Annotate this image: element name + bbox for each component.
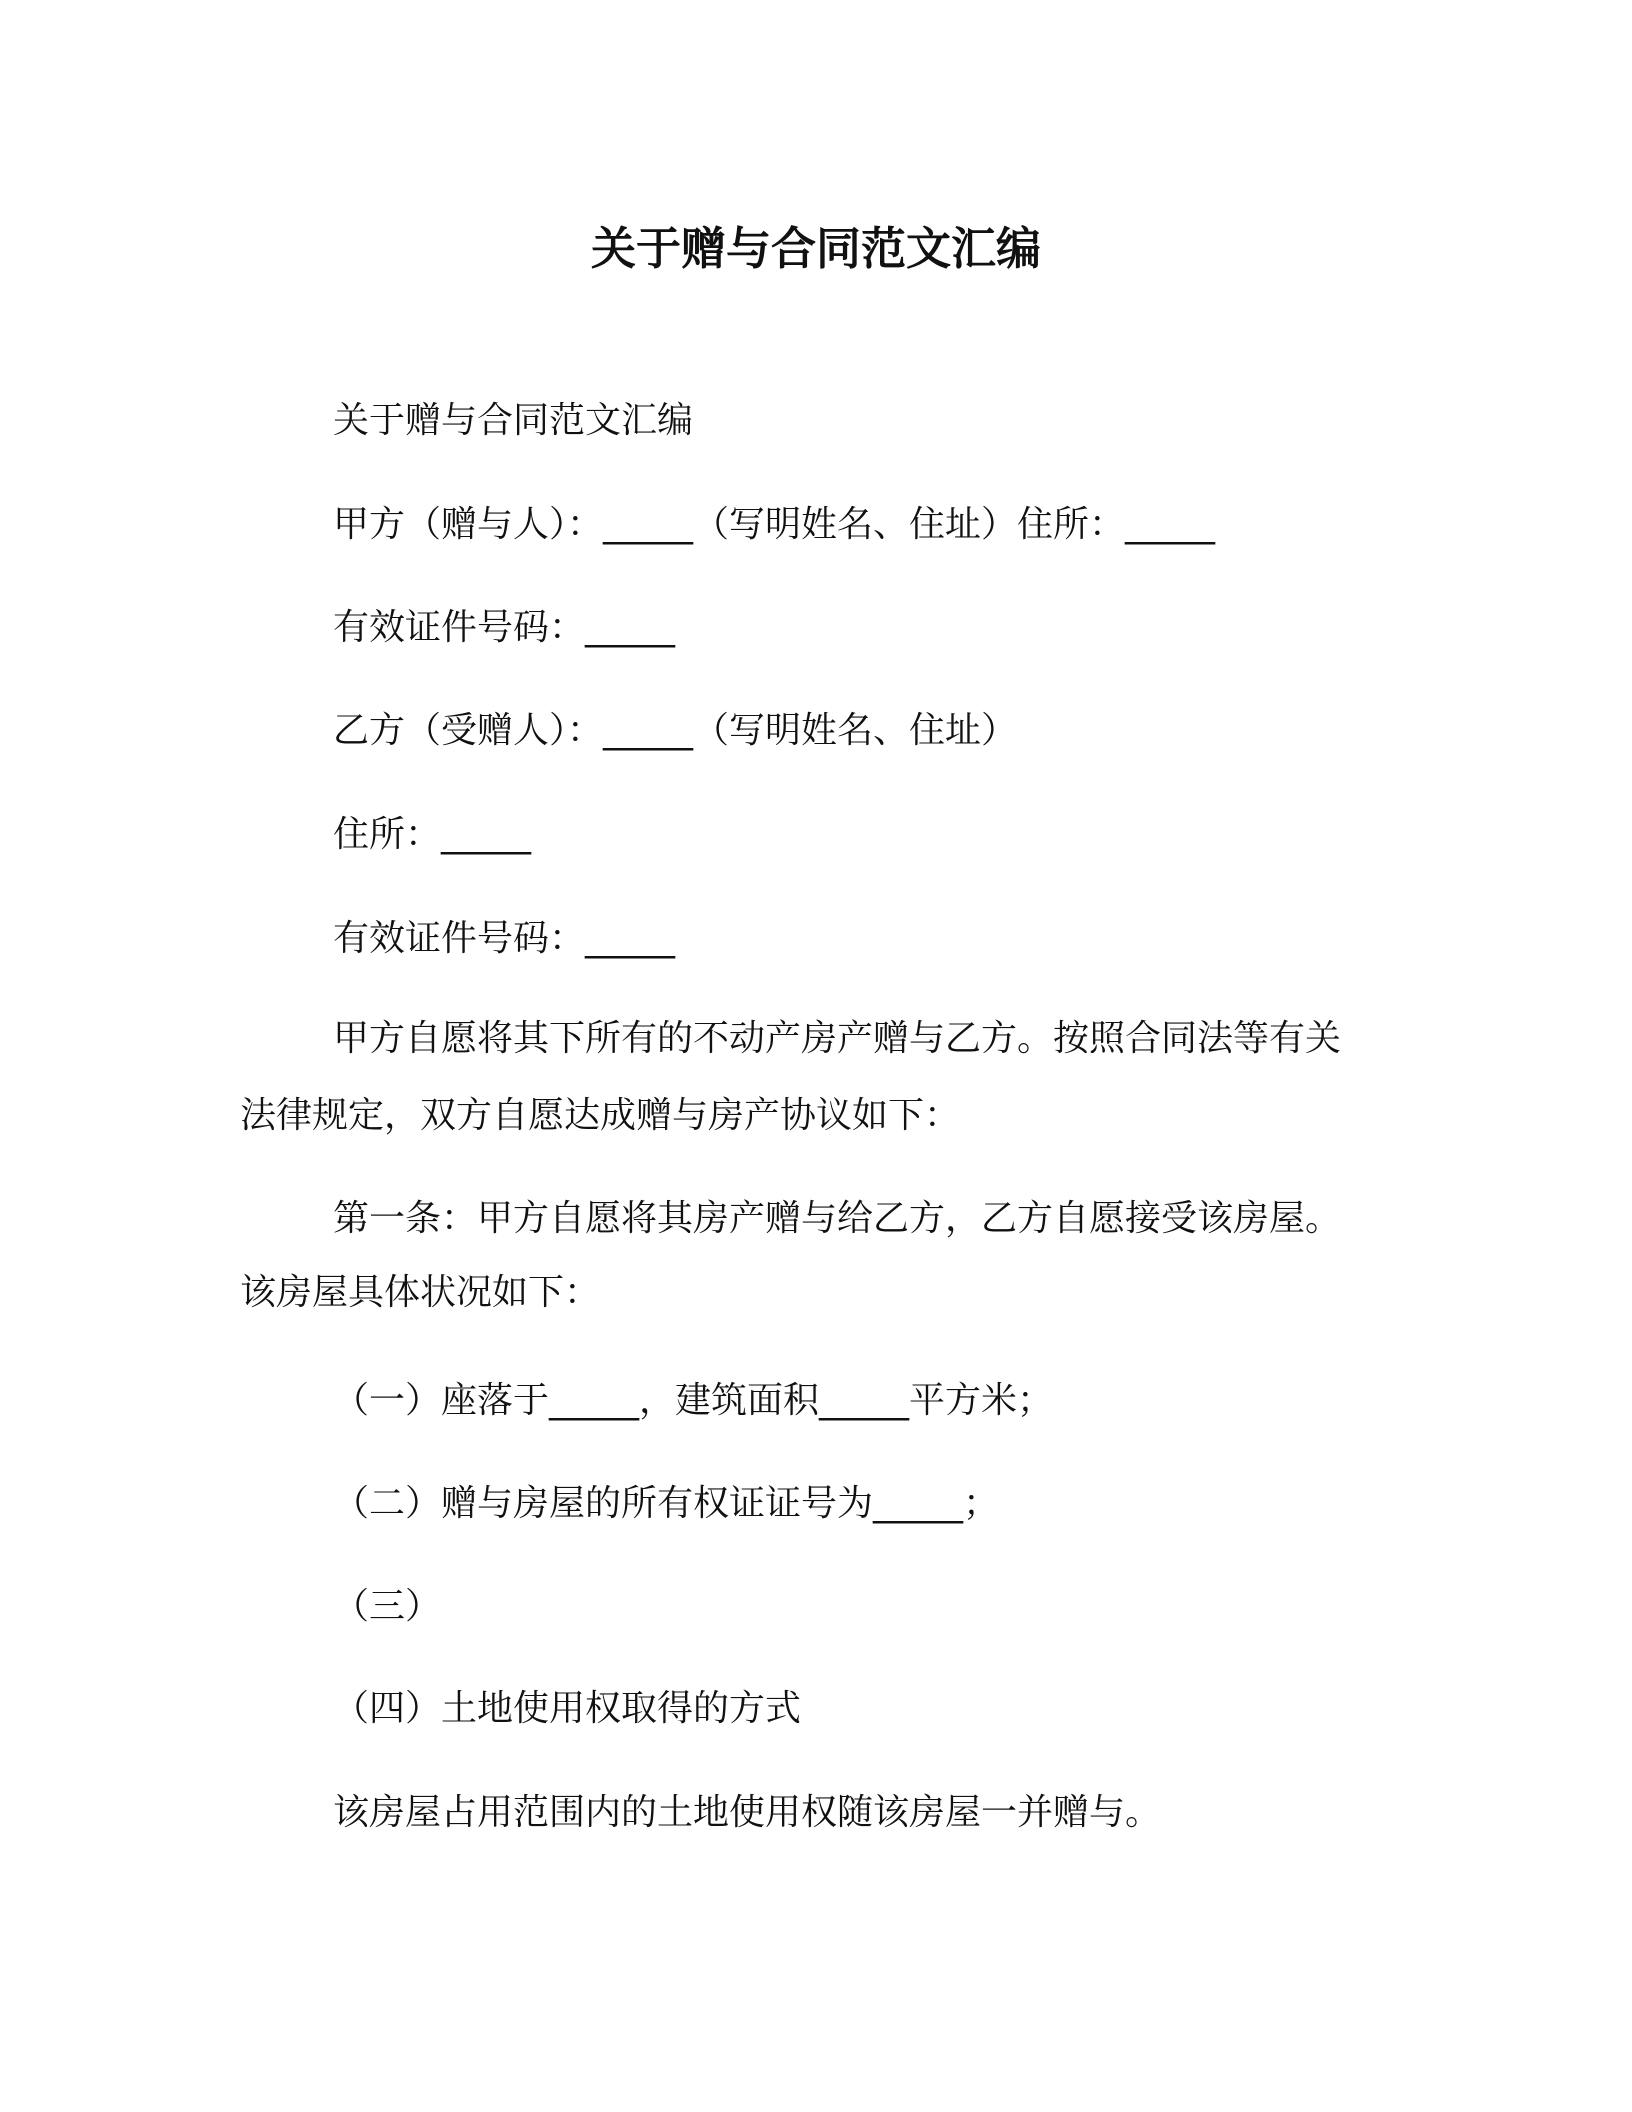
- article-1-line-2: 该房屋具体状况如下：: [240, 1272, 601, 1313]
- article-1-line-1: 第一条：甲方自愿将其房产赠与给乙方，乙方自愿接受该房屋。: [333, 1198, 1342, 1239]
- intro-line-1: 甲方自愿将其下所有的不动产房产赠与乙方。按照合同法等有关: [333, 1018, 1342, 1059]
- heading-line: 关于赠与合同范文汇编: [333, 400, 694, 441]
- list-item: （四）土地使用权取得的方式: [333, 1688, 802, 1729]
- party-b-id-line: 有效证件号码：_____: [333, 918, 676, 959]
- document-title: 关于赠与合同范文汇编: [590, 222, 1041, 275]
- party-b-address-line: 住所：_____: [333, 814, 532, 855]
- list-item: （一）座落于_____，建筑面积_____平方米；: [333, 1380, 1054, 1421]
- list-item: （三）: [333, 1586, 442, 1627]
- party-a-id-line: 有效证件号码：_____: [333, 607, 676, 648]
- list-item: （二）赠与房屋的所有权证证号为_____；: [333, 1483, 1000, 1524]
- party-a-line: 甲方（赠与人）：_____（写明姓名、住址）住所：_____: [333, 504, 1216, 545]
- intro-line-2: 法律规定，双方自愿达成赠与房产协议如下：: [240, 1095, 961, 1136]
- closing-paragraph: 该房屋占用范围内的土地使用权随该房屋一并赠与。: [333, 1792, 1162, 1833]
- party-b-line: 乙方（受赠人）：_____（写明姓名、住址）: [333, 710, 1018, 751]
